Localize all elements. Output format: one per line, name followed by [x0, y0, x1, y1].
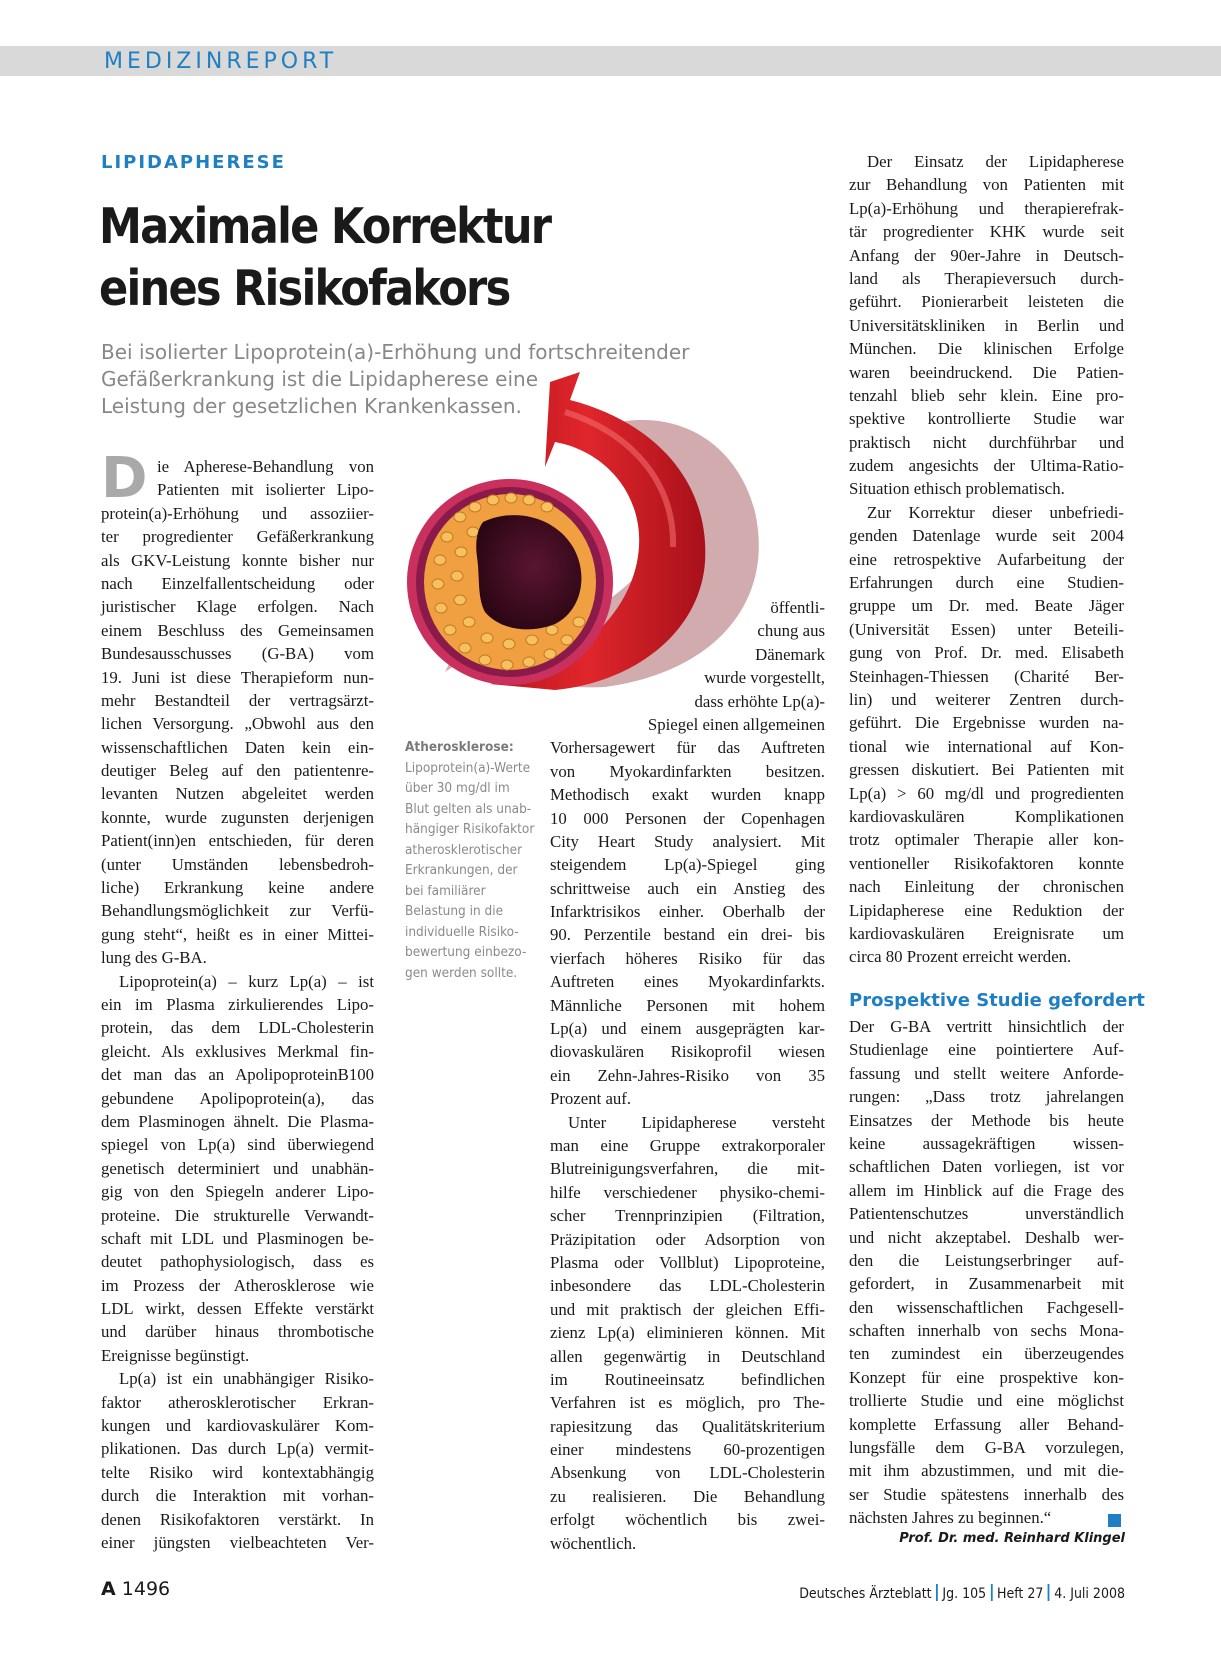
text-line: levanten Nutzen abgeleitet werden [101, 784, 374, 804]
text-column-2 [550, 596, 825, 1555]
text-line: Männliche Personen mit hohem [550, 995, 825, 1015]
text-line: ser Studie spätestens innerhalb des [849, 1484, 1124, 1504]
text-column-3b [849, 1015, 1124, 1530]
text-line: tenzahl blieb sehr klein. Eine pro- [849, 385, 1124, 405]
text-line: genetisch determiniert und unabhän- [101, 1158, 374, 1178]
text-line: schaftlichen Daten vorliegen, ist vor [849, 1157, 1124, 1177]
text-line: spiegel von Lp(a) sind überwiegend [101, 1135, 374, 1155]
text-line: scher Trennprinzipien (Filtration, [550, 1206, 825, 1226]
text-line: Lp(a) ist ein unabhängiger Risiko- [119, 1369, 374, 1389]
text-line: proteine. Die strukturelle Verwandt- [101, 1205, 374, 1225]
text-line: gefordert, in Zusammenarbeit mit [849, 1274, 1124, 1294]
text-line: Infarktrisikos einher. Oberhalb der [550, 902, 825, 922]
caption-line: bei familiärer [405, 883, 486, 899]
text-line: geführt. Pionierarbeit leisteten die [849, 292, 1124, 312]
text-line: einer mindestens 60-prozentigen [550, 1440, 825, 1460]
text-line: Vorhersagewert für das Auftreten [550, 738, 825, 758]
author-byline: Prof. Dr. med. Reinhard Klingel [899, 1531, 1125, 1546]
text-line: Lp(a) > 60 mg/dl und progredienten [849, 783, 1124, 803]
text-line: 10 000 Personen der Copenhagen [550, 808, 825, 828]
text-line: nach Einleitung der chronischen [849, 877, 1124, 897]
text-line: faktor atherosklerotischer Erkran- [101, 1392, 374, 1412]
text-line: öffentli- [770, 598, 825, 617]
text-line: Auftreten eines Myokardinfarkts. [550, 972, 825, 992]
caption-line: Erkrankungen, der [405, 863, 518, 878]
text-line: wöchentlich. [550, 1533, 637, 1553]
text-line: rungen: „Dass trotz jahrelangen [849, 1087, 1124, 1107]
text-line: gig von den Spiegeln anderer Lipo- [101, 1182, 374, 1202]
text-line: geführt. Die Ergebnisse wurden na- [849, 713, 1124, 733]
text-line: Steinhagen-Thiessen (Charité Ber- [849, 666, 1124, 686]
text-line: telte Risiko wird kontextabhängig [101, 1462, 374, 1482]
text-line: allen gegenwärtig in Deutschland [550, 1346, 825, 1366]
journal-date: 4. Juli 2008 [1054, 1586, 1125, 1602]
journal-issue: Heft 27 [996, 1586, 1044, 1602]
text-line: 19. Juni ist diese Therapieform nun- [101, 667, 374, 687]
text-line: erfolgt wöchentlich bis zwei- [550, 1510, 825, 1530]
text-line: zienz Lp(a) eliminieren können. Mit [550, 1323, 825, 1343]
text-line: München. Die klinischen Erfolge [849, 339, 1124, 359]
text-line: mehr Bestandteil der vertragsärzt- [101, 690, 374, 710]
text-line: LDL wirkt, dessen Effekte verstärkt [101, 1299, 374, 1319]
journal-name: Deutsches Ärzteblatt [799, 1586, 932, 1602]
text-line: einem Beschluss des Gemeinsamen [101, 620, 374, 640]
text-line: Konzept für eine prospektive kon- [849, 1367, 1124, 1387]
text-line: ten zumindest ein überzeugendes [849, 1344, 1124, 1364]
text-line: komplette Erfassung aller Behand- [849, 1414, 1124, 1434]
text-line: Lipidapherese eine Reduktion der [849, 900, 1124, 920]
text-line: diovaskulären Risikoprofil wiesen [550, 1042, 825, 1062]
text-line: Prozent auf. [550, 1089, 632, 1109]
text-line: dem Plasminogen ähnelt. Die Plasma- [101, 1111, 374, 1131]
text-line: deutet pathophysiologisch, dass es [101, 1252, 374, 1272]
text-line: Lp(a) und einem ausgeprägten kar- [550, 1019, 825, 1039]
text-line: gebundene Apolipoprotein(a), das [101, 1088, 374, 1108]
text-line: chung aus [757, 621, 825, 641]
text-line: (Universität Essen) unter Beteili- [849, 619, 1124, 639]
lede-line: Leistung der gesetzlichen Krankenkassen. [101, 394, 522, 418]
text-line: eine retrospektive Aufarbeitung der [849, 549, 1124, 569]
lede-line: Gefäßerkrankung ist die Lipidapherese eine [101, 367, 539, 391]
article-title [99, 196, 592, 320]
page-folio [101, 1578, 170, 1600]
separator [1048, 1584, 1050, 1601]
text-line: und darüber hinaus thrombotische [101, 1322, 374, 1342]
text-line: Spiegel einen allgemeinen [647, 714, 825, 734]
caption-line: atherosklerotischer [405, 842, 523, 858]
journal-volume: Jg. 105 [942, 1586, 987, 1602]
text-line: denen Risikofaktoren verstärkt. In [101, 1509, 374, 1529]
text-line: hilfe verschiedener physiko-chemi- [550, 1182, 825, 1202]
text-line: einer jüngsten vielbeachteten Ver- [101, 1532, 374, 1552]
text-line: Der Einsatz der Lipidapherese [867, 152, 1124, 171]
text-line: circa 80 Prozent erreicht werden. [849, 947, 1072, 967]
page-number: 1496 [121, 1578, 171, 1600]
text-line: Behandlungsmöglichkeit zur Verfü- [101, 901, 374, 921]
text-line: ein im Plasma zirkulierendes Lipo- [101, 994, 374, 1014]
image-caption [405, 738, 535, 984]
text-line: steigendem Lp(a)-Spiegel ging [550, 855, 825, 875]
text-line: Anfang der 90er-Jahre in Deutsch- [849, 245, 1124, 265]
caption-line: hängiger Risikofaktor [405, 822, 535, 837]
text-line: kardiovaskulären Ereignisrate um [849, 923, 1124, 943]
caption-line: über 30 mg/dl im [405, 781, 510, 796]
text-line: im Prozess der Atherosklerose wie [101, 1275, 374, 1295]
journal-info [799, 1584, 1125, 1602]
text-line: schrittweise auch ein Anstieg des [550, 878, 825, 898]
text-line: Ereignisse begünstigt. [101, 1345, 250, 1365]
text-line: tär progredienter KHK wurde seit [849, 222, 1124, 242]
caption-line: Blut gelten als unab- [405, 801, 532, 817]
text-line: von Myokardinfarkten besitzen. [550, 761, 825, 781]
text-line: Zur Korrektur dieser unbefriedi- [867, 502, 1124, 522]
text-line: genden Datenlage wurde seit 2004 [849, 526, 1124, 546]
text-line: nach Einzelfallentscheidung oder [101, 573, 374, 593]
text-line: (unter Umständen lebensbedroh- [101, 854, 374, 874]
text-line: Erfahrungen durch eine Studien- [849, 573, 1124, 593]
text-line: tional wie international auf Kon- [849, 736, 1124, 756]
text-line: keine aussagekräftigen wissen- [849, 1133, 1124, 1153]
text-line: kardiovaskulären Komplikationen [849, 806, 1124, 826]
text-line: Unter Lipidapherese versteht [568, 1112, 825, 1132]
text-line: Einsatzes der Methode bis heute [849, 1110, 1124, 1130]
text-line: det man das an ApolipoproteinB100 [101, 1065, 374, 1085]
text-line: zudem angesichts der Ultima-Ratio- [849, 456, 1124, 476]
text-line: Patienten mit isolierter Lipo- [157, 480, 374, 500]
text-line: mit ihm abzustimmen, und mit die- [849, 1461, 1124, 1481]
text-line: land als Therapieversuch durch- [849, 268, 1124, 288]
text-line: Methodisch exakt wurden knapp [550, 785, 825, 805]
text-line: lungsfälle dem G-BA vorzulegen, [849, 1438, 1124, 1458]
text-line: Blutreinigungsverfahren, die mit- [550, 1159, 825, 1179]
text-line: rapiesitzung das Qualitätskriterium [550, 1416, 825, 1436]
text-column-3 [849, 150, 1124, 969]
text-line: trollierte Studie und eine möglichst [849, 1391, 1124, 1411]
text-line: zu realisieren. Die Behandlung [550, 1486, 825, 1506]
text-line: ein Zehn-Jahres-Risiko von 35 [550, 1065, 825, 1085]
text-line: fassung und stellt weitere Anforde- [849, 1063, 1124, 1083]
text-line: man eine Gruppe extrakorporaler [550, 1135, 825, 1155]
text-line: schaft mit LDL und Plasminogen be- [101, 1228, 374, 1248]
text-line: lung des G-BA. [101, 948, 207, 968]
text-line: als GKV-Leistung konnte bisher nur [101, 550, 374, 570]
title-line: eines Risikofakors [99, 260, 510, 317]
text-line: Studienlage eine pointiertere Auf- [849, 1040, 1124, 1060]
text-line: gung steht“, heißt es in einer Mittei- [101, 924, 374, 944]
text-column-1 [101, 446, 374, 1554]
separator [991, 1584, 993, 1601]
text-line: 90. Perzentile bestand ein drei- bis [550, 925, 825, 945]
text-line: allem im Hinblick auf die Frage des [849, 1180, 1124, 1200]
text-line: ie Apherese-Behandlung von [157, 457, 374, 476]
text-line: Der G-BA vertritt hinsichtlich der [849, 1017, 1124, 1036]
text-line: kungen und kardiovaskulärer Kom- [101, 1416, 374, 1436]
text-line: lin) und weiterer Zentren durch- [849, 689, 1124, 709]
text-line: Universitätskliniken in Berlin und [849, 315, 1124, 335]
text-line: Bundesausschusses (G-BA) vom [101, 644, 374, 664]
text-line: Lp(a)-Erhöhung und therapierefrak- [849, 198, 1124, 218]
article-kicker: LIPIDAPHERESE [101, 152, 286, 173]
text-line: ventioneller Risikofaktoren konnte [849, 853, 1124, 873]
text-line: liche) Erkrankung keine andere [101, 878, 374, 898]
text-line: den wissenschaftlichen Fachgesell- [849, 1297, 1124, 1317]
caption-line: bewertung einbezo- [405, 945, 527, 960]
text-line: inbesondere das LDL-Cholesterin [550, 1276, 825, 1296]
text-line: Lipoprotein(a) – kurz Lp(a) – ist [119, 971, 374, 991]
lede-line: Bei isolierter Lipoprotein(a)-Erhöhung und fortschreitender [101, 340, 690, 364]
caption-title: Atherosklerose: [405, 740, 514, 755]
text-line: wurde vorgestellt, [704, 668, 825, 688]
text-line: trotz optimaler Therapie aller kon- [849, 830, 1124, 850]
title-line: Maximale Korrektur [99, 198, 551, 255]
text-line: juristischer Klage erfolgen. Nach [101, 597, 374, 617]
text-line: Absenkung von LDL-Cholesterin [550, 1463, 825, 1483]
text-line: durch die Interaktion mit vorhan- [101, 1486, 374, 1506]
text-line: gruppe um Dr. med. Beate Jäger [849, 596, 1124, 616]
text-line: den die Leistungserbringer auf- [849, 1250, 1124, 1270]
caption-line: individuelle Risiko- [405, 924, 519, 940]
text-line: ter progredienter Gefäßerkrankung [101, 527, 374, 547]
text-line: nächsten Jahres zu beginnen.“ [849, 1508, 1052, 1528]
text-line: dass erhöhte Lp(a)- [694, 691, 825, 711]
text-line: Situation ethisch problematisch. [849, 479, 1065, 499]
text-line: spektive kontrollierte Studie war [849, 409, 1124, 429]
end-mark-icon [1108, 1514, 1121, 1527]
text-line: Plasma oder Vollblut) Lipoproteine, [550, 1252, 825, 1272]
text-line: vierfach höheres Risiko für das [550, 948, 825, 968]
text-line: lichen Versorgung. „Obwohl aus den [101, 714, 374, 734]
folio-prefix: A [101, 1578, 116, 1600]
text-line: wissenschaftlichen Daten kein ein- [101, 737, 374, 757]
separator [936, 1584, 938, 1601]
text-line: Präzipitation oder Adsorption von [550, 1229, 825, 1249]
text-line: Patientenschutzes unverständlich [849, 1204, 1124, 1224]
text-line: und mit praktisch der gleichen Effi- [550, 1299, 825, 1319]
text-line: schaften innerhalb von sechs Mona- [849, 1321, 1124, 1341]
text-line: plikationen. Das durch Lp(a) vermit- [101, 1439, 374, 1459]
text-line: gressen diskutiert. Bei Patienten mit [849, 760, 1124, 780]
text-line: zur Behandlung von Patienten mit [849, 175, 1124, 195]
text-line: Dänemark [755, 644, 825, 664]
text-line: waren beeindruckend. Die Patien- [849, 362, 1124, 382]
text-line: praktisch nicht durchführbar und [849, 432, 1124, 452]
text-line: protein, das dem LDL-Cholesterin [101, 1018, 374, 1038]
drop-cap: D [101, 446, 148, 511]
text-line: und nicht akzeptabel. Deshalb wer- [849, 1227, 1124, 1247]
text-line: protein(a)-Erhöhung und assoziier- [101, 503, 374, 523]
caption-line: Lipoprotein(a)-Werte [405, 760, 531, 776]
text-line: Patient(inn)en entschieden, für deren [101, 831, 374, 851]
text-line: deutiger Beleg auf den patientenre- [101, 761, 374, 781]
text-line: City Heart Study analysiert. Mit [550, 831, 825, 851]
text-line: im Routineeinsatz befindlichen [550, 1369, 825, 1389]
text-line: gleicht. Als exklusives Merkmal fin- [101, 1041, 374, 1061]
caption-line: gen werden sollte. [405, 965, 518, 981]
text-line: konnte, wurde zugunsten derjenigen [101, 807, 374, 827]
text-line: gung von Prof. Dr. med. Elisabeth [849, 643, 1124, 663]
caption-line: Belastung in die [405, 904, 504, 919]
section-label: MEDIZINREPORT [104, 49, 338, 74]
subheading: Prospektive Studie gefordert [849, 990, 1145, 1011]
text-line: Verfahren ist es möglich, pro The- [550, 1393, 825, 1413]
